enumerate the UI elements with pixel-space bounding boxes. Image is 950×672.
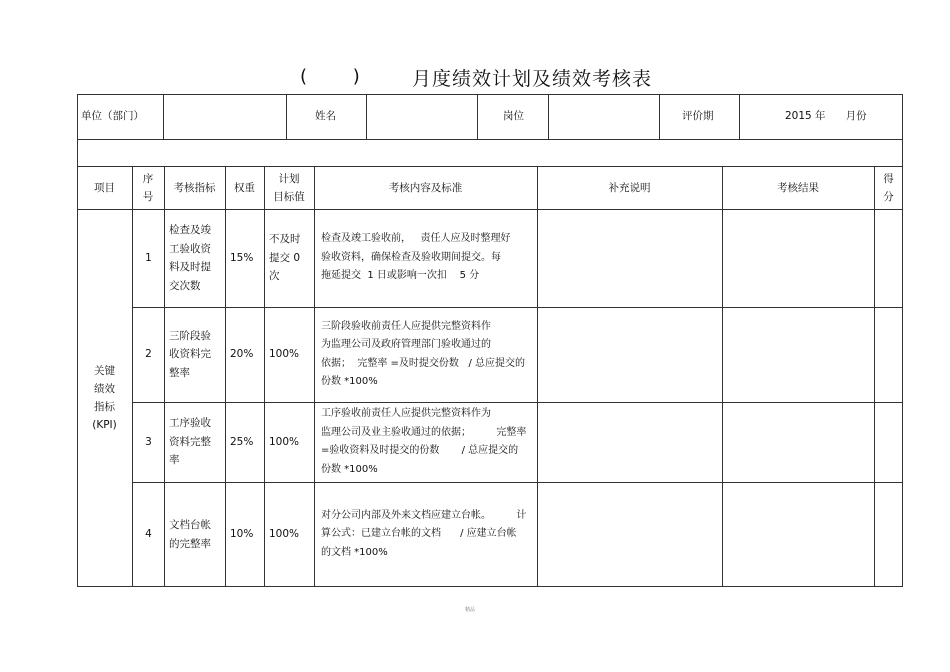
row-weight: 25% bbox=[230, 435, 254, 448]
header-weight: 权重 bbox=[234, 182, 255, 194]
period-value-text[interactable]: 2015 年 月份 bbox=[785, 110, 867, 122]
row-note-cell[interactable] bbox=[538, 308, 721, 401]
unit-value-input[interactable] bbox=[164, 95, 286, 139]
header-item: 项目 bbox=[94, 182, 115, 194]
title-text: 月度绩效计划及绩效考核表 bbox=[412, 68, 653, 90]
row-result-cell[interactable] bbox=[723, 308, 873, 401]
row-seq: 4 bbox=[145, 528, 152, 541]
category-kpi: 关键 绩效 指标 (KPI) bbox=[92, 365, 117, 431]
header-score: 得 分 bbox=[883, 172, 894, 203]
period-label-text: 评价期 bbox=[682, 110, 714, 122]
row-note-cell[interactable] bbox=[538, 483, 721, 586]
row-target: 不及时 提交 0 次 bbox=[269, 233, 301, 283]
row-weight: 20% bbox=[230, 348, 254, 361]
row-content: 对分公司内部及外来文档应建立台帐。 计 算公式：已建立台帐的文档 / 应建立台帐 的文档 *100% bbox=[321, 509, 527, 558]
row-indicator: 文档台帐 的完整率 bbox=[169, 519, 211, 550]
row-seq: 1 bbox=[145, 251, 152, 264]
header-content: 考核内容及标准 bbox=[388, 182, 463, 194]
unit-label-text: 单位（部门） bbox=[81, 110, 144, 122]
row-weight: 15% bbox=[230, 251, 254, 264]
footer-mark: 精品 bbox=[465, 607, 476, 613]
row-indicator: 三阶段验 收资料完 整率 bbox=[169, 329, 211, 379]
row-content: 检查及竣工验收前， 责任人应及时整理好 验收资料，确保检查及验收期间提交。每 拖延提交 1 日或影响一次扣 5 分 bbox=[321, 233, 511, 282]
header-note: 补充说明 bbox=[608, 182, 651, 194]
row-indicator: 检查及竣 工验收资 料及时提 交次数 bbox=[169, 224, 211, 292]
post-label-text: 岗位 bbox=[503, 110, 524, 122]
header-result: 考核结果 bbox=[777, 182, 819, 194]
row-score-cell[interactable] bbox=[875, 483, 902, 586]
row-score-cell[interactable] bbox=[875, 308, 902, 401]
row-score-cell[interactable] bbox=[875, 403, 902, 481]
row-score-cell[interactable] bbox=[875, 210, 902, 306]
row-content: 工序验收前责任人应提供完整资料作为 监理公司及业主验收通过的依据； 完整率 =验收资料及时提交的份数 / 总应提交的 份数 *100% bbox=[321, 408, 527, 475]
row-target: 100% bbox=[269, 435, 300, 448]
row-note-cell[interactable] bbox=[538, 403, 721, 481]
row-indicator: 工序验收 资料完整 率 bbox=[169, 417, 211, 467]
header-seq: 序 号 bbox=[142, 172, 154, 203]
row-target: 100% bbox=[269, 528, 300, 541]
row-seq: 3 bbox=[145, 435, 152, 448]
name-value-input[interactable] bbox=[367, 95, 477, 139]
row-note-cell[interactable] bbox=[538, 210, 721, 306]
blank-row bbox=[78, 140, 902, 166]
row-target: 100% bbox=[269, 348, 300, 361]
post-value-input[interactable] bbox=[549, 95, 659, 139]
row-seq: 2 bbox=[145, 348, 152, 361]
row-weight: 10% bbox=[230, 528, 254, 541]
row-content: 三阶段验收前责任人应提供完整资料作 为监理公司及政府管理部门验收通过的 依据； 完整率 =及时提交份数 / 总应提交的 份数 *100% bbox=[321, 320, 525, 387]
row-result-cell[interactable] bbox=[723, 210, 873, 306]
title-department-parentheses: ( ) bbox=[300, 66, 360, 87]
header-indicator: 考核指标 bbox=[173, 182, 216, 194]
document-title bbox=[0, 64, 950, 94]
header-target: 计划 目标值 bbox=[273, 172, 305, 203]
row-result-cell[interactable] bbox=[723, 403, 873, 481]
name-label-text: 姓名 bbox=[315, 110, 336, 122]
row-result-cell[interactable] bbox=[723, 483, 873, 586]
